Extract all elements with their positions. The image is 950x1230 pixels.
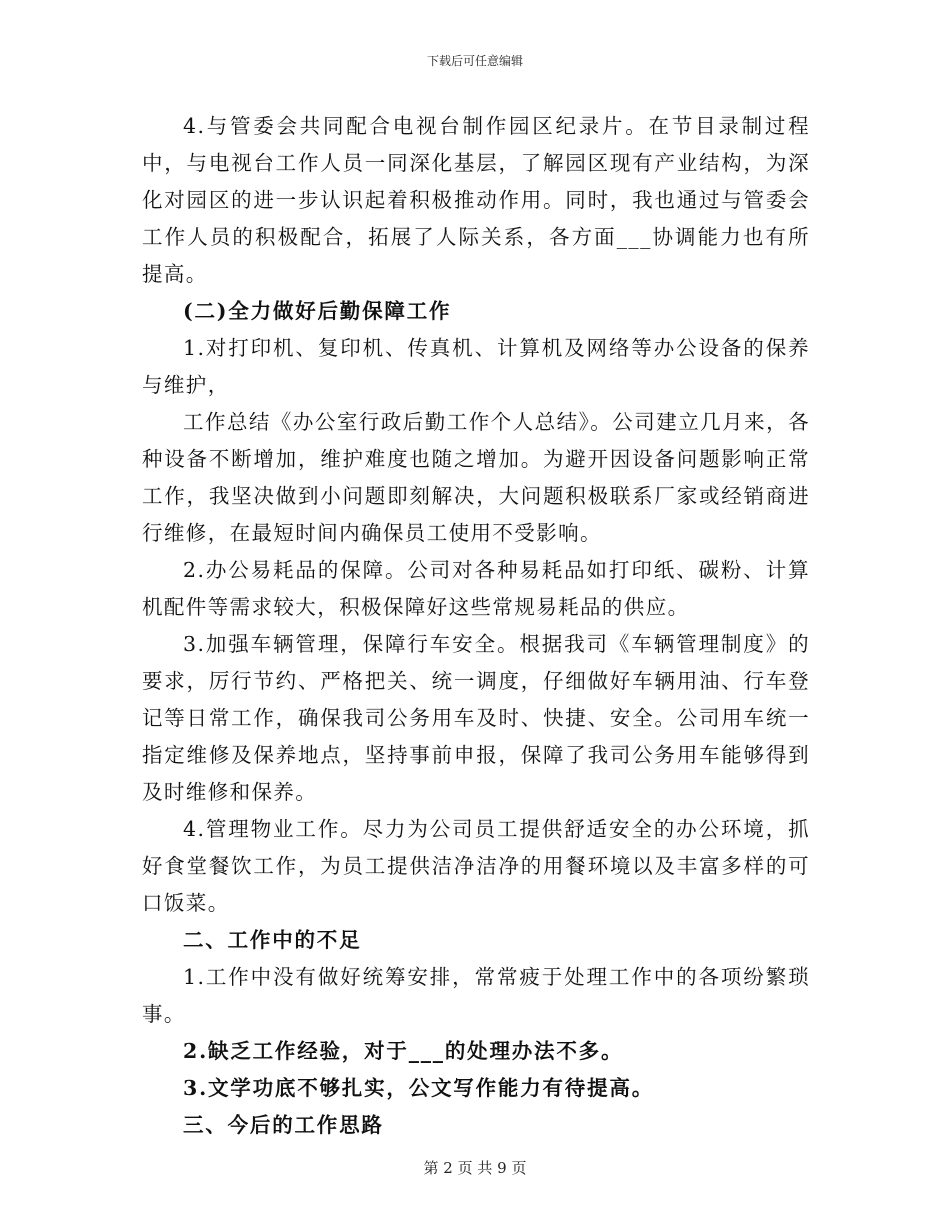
section-heading-logistics: (二)全力做好后勤保障工作: [183, 299, 452, 323]
section-heading-shortcomings: 二、工作中的不足: [183, 928, 362, 952]
paragraph-vehicle-management: 3.加强车辆管理，保障行车安全。根据我司《车辆管理制度》的要求，厉行节约、严格把关、统一调度，仔细做好车辆用油、行车登记等日常工作，确保我司公务用车及时、快捷、安全。公司用车统一指定维修及保养地点，坚持事前申报，保障了我司公务用车能够得到及时维修和保养。: [142, 632, 810, 804]
page-header: 下载后可任意编辑: [426, 54, 523, 68]
paragraph-equipment-detail: 工作总结《办公室行政后勤工作个人总结》。公司建立几月来，各种设备不断增加，维护难度也随之增加。为避开因设备问题影响正常工作，我坚决做到小问题即刻解决，大问题积极联系厂家或经销商进行维修，在最短时间内确保员工使用不受影响。: [142, 410, 810, 545]
paragraph-consumables: 2.办公易耗品的保障。公司对各种易耗品如打印纸、碳粉、计算机配件等需求较大，积极保障好这些常规易耗品的供应。: [142, 558, 810, 619]
paragraph-shortcoming-2: 2.缺乏工作经验，对于___的处理办法不多。: [183, 1039, 624, 1063]
page-footer: 第 2 页 共 9 页: [423, 1159, 527, 1177]
document-body: [142, 108, 810, 1144]
section-heading-future-plans: 三、今后的工作思路: [183, 1113, 384, 1137]
paragraph-equipment-maintenance: 1.对打印机、复印机、传真机、计算机及网络等办公设备的保养与维护，: [142, 336, 810, 397]
paragraph-documentary: 4.与管委会共同配合电视台制作园区纪录片。在节目录制过程中，与电视台工作人员一同深化基层，了解园区现有产业结构，为深化对园区的进一步认识起着积极推动作用。同时，我也通过与管委会工作人员的积极配合，拓展了人际关系，各方面___协调能力也有所提高。: [142, 114, 810, 286]
paragraph-shortcoming-3: 3.文学功底不够扎实，公文写作能力有待提高。: [183, 1076, 654, 1100]
paragraph-property-management: 4.管理物业工作。尽力为公司员工提供舒适安全的办公环境，抓好食堂餐饮工作，为员工提供洁净洁净的用餐环境以及丰富多样的可口饭菜。: [142, 817, 810, 915]
paragraph-shortcoming-1: 1.工作中没有做好统筹安排，常常疲于处理工作中的各项纷繁琐事。: [142, 965, 810, 1026]
